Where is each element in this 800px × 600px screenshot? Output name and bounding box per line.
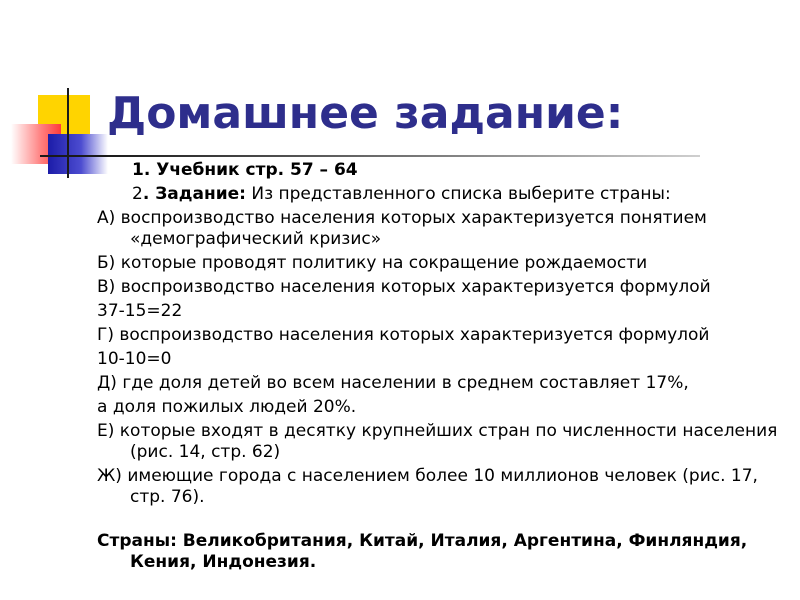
slide-body: [97, 160, 792, 576]
task-d-line-2: а доля пожилых людей 20%.: [97, 397, 357, 417]
task-e: Е) которые входят в десятку крупнейших стран по численности населения (рис. 14, стр. 62): [97, 421, 778, 462]
item-1-text: Учебник стр. 57 – 64: [156, 160, 358, 180]
item-2-text: Из представленного списка выберите страны:: [245, 184, 671, 204]
decor-vertical-line: [67, 88, 69, 178]
task-a: А) воспроизводство населения которых характеризуется понятием «демографический кризис»: [97, 208, 707, 249]
item-2-number: 2: [132, 184, 143, 204]
countries-list: Страны: Великобритания, Китай, Италия, Аргентина, Финляндия, Кения, Индонезия.: [97, 531, 748, 572]
item-1: [97, 160, 792, 181]
decor-horizontal-line: [40, 155, 700, 157]
item-2-label: . Задание:: [142, 184, 246, 204]
task-d-line-1: Д) где доля детей во всем населении в среднем составляет 17%,: [97, 373, 689, 393]
task-g: Г) воспроизводство населения которых характеризуется формулой: [97, 325, 710, 345]
task-g-formula: 10-10=0: [97, 349, 172, 369]
item-2: [97, 184, 792, 205]
task-v: В) воспроизводство населения которых характеризуется формулой: [97, 277, 711, 297]
task-v-formula: 37-15=22: [97, 301, 183, 321]
task-b: Б) которые проводят политику на сокращение рождаемости: [97, 253, 648, 273]
item-1-number: 1.: [132, 160, 157, 180]
slide-title: Домашнее задание:: [107, 88, 624, 139]
spacer: [97, 511, 792, 531]
task-zh: Ж) имеющие города с населением более 10 миллионов человек (рис. 17, стр. 76).: [97, 466, 758, 507]
